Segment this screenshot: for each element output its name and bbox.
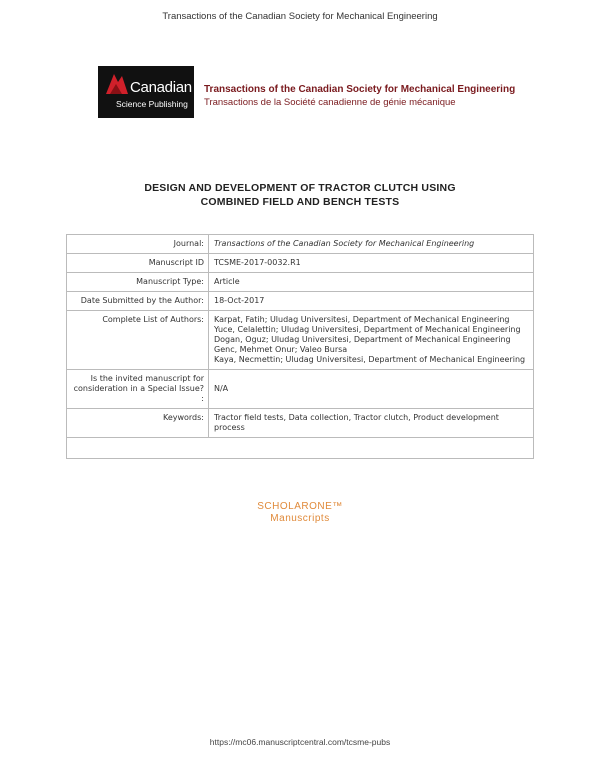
table-row	[67, 311, 534, 370]
scholarone-logo	[0, 501, 600, 525]
date-submitted-value: 18-Oct-2017	[209, 292, 534, 311]
title-line: DESIGN AND DEVELOPMENT OF TRACTOR CLUTCH USING	[144, 182, 456, 194]
authors-label: Complete List of Authors:	[67, 311, 209, 370]
special-issue-value: N/A	[209, 370, 534, 409]
maple-leaf-icon	[104, 72, 130, 96]
manuscript-type-label: Manuscript Type:	[67, 273, 209, 292]
footer-url[interactable]: https://mc06.manuscriptcentral.com/tcsme-pubs	[209, 737, 391, 747]
manuscript-id-label: Manuscript ID	[67, 254, 209, 273]
empty-cell	[67, 438, 534, 459]
manuscript-info-table	[66, 234, 534, 459]
logo-word: Canadian	[130, 79, 192, 96]
paper-title	[0, 181, 600, 209]
table-row	[67, 235, 534, 254]
author-entry: Kaya, Necmettin; Uludag Universitesi, Department of Mechanical Engineering	[214, 355, 526, 364]
scholarone-manuscripts: Manuscripts	[270, 513, 330, 524]
logo-subtitle: Science Publishing	[116, 99, 188, 109]
title-line: COMBINED FIELD AND BENCH TESTS	[200, 196, 400, 208]
table-row	[67, 273, 534, 292]
table-row	[67, 409, 534, 438]
author-entry: Genc, Mehmet Onur; Valeo Bursa	[214, 345, 348, 354]
journal-label: Journal:	[67, 235, 209, 254]
scholarone-wordmark: SCHOLARONE™	[257, 501, 343, 512]
keywords-value: Tractor field tests, Data collection, Tractor clutch, Product development process	[209, 409, 534, 438]
table-row	[67, 438, 534, 459]
manuscript-id-value: TCSME-2017-0032.R1	[209, 254, 534, 273]
author-entry: Yuce, Celalettin; Uludag Universitesi, Department of Mechanical Engineering	[214, 325, 521, 334]
special-issue-label: Is the invited manuscript for consideration in a Special Issue? :	[67, 370, 209, 409]
author-entry: Dogan, Oguz; Uludag Universitesi, Department of Mechanical Engineering	[214, 335, 511, 344]
author-entry: Karpat, Fatih; Uludag Universitesi, Department of Mechanical Engineering	[214, 315, 510, 324]
running-header: Transactions of the Canadian Society for Mechanical Engineering	[162, 11, 438, 22]
journal-name-english: Transactions of the Canadian Society for Mechanical Engineering	[204, 84, 516, 95]
authors-list	[209, 311, 534, 370]
keywords-label: Keywords:	[67, 409, 209, 438]
publisher-logo	[98, 66, 194, 118]
date-submitted-label: Date Submitted by the Author:	[67, 292, 209, 311]
journal-value: Transactions of the Canadian Society for Mechanical Engineering	[209, 235, 534, 254]
table-row	[67, 370, 534, 409]
manuscript-type-value: Article	[209, 273, 534, 292]
journal-name-french: Transactions de la Société canadienne de génie mécanique	[204, 97, 456, 108]
table-row	[67, 254, 534, 273]
table-row	[67, 292, 534, 311]
